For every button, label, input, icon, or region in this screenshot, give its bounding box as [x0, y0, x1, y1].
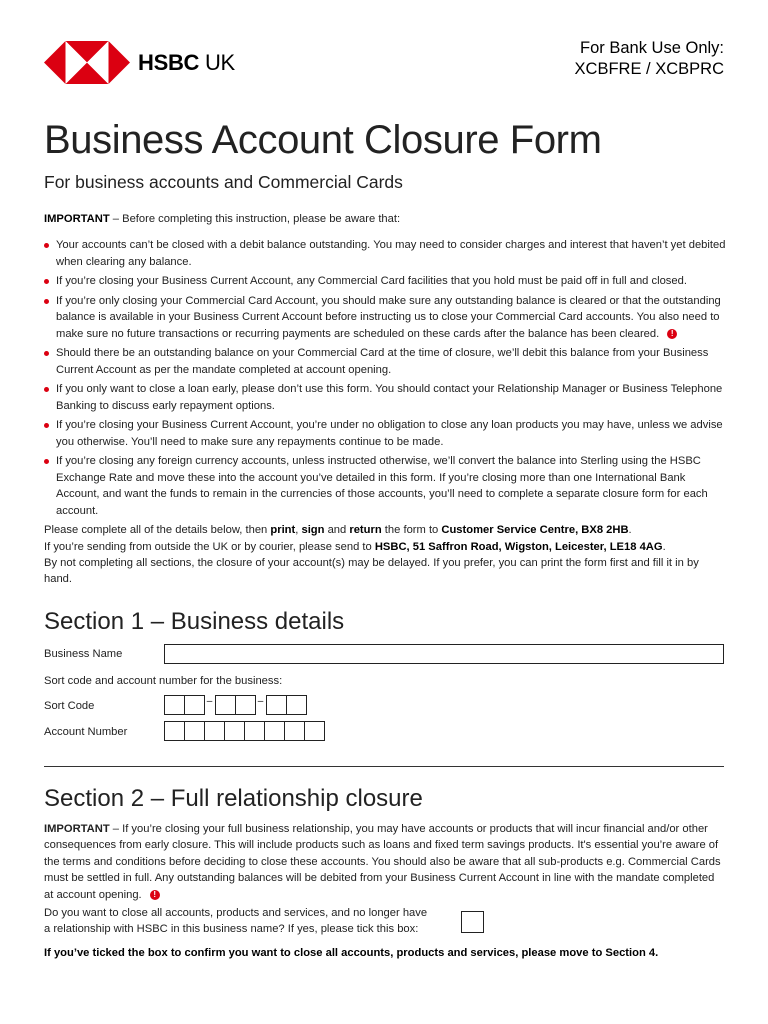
list-item: If you’re closing any foreign currency accounts, unless instructed otherwise, we’ll convert the balance into Sterling using the HSBC Exchange Rate and move these into the account you’ve detailed in this form. If you’re closing more than one International Bank Account, and want the funds to remain in the currencies of those accounts, you’ll need to complete a separate closure form for each account. [44, 453, 726, 519]
courier-instructions: If you’re sending from outside the UK or by courier, please send to HSBC, 51 Saffron Road, Wigston, Leicester, LE18 4AG. [44, 540, 666, 553]
sort-code-digit[interactable] [286, 695, 307, 715]
account-number-digit[interactable] [164, 721, 185, 741]
section-divider [44, 766, 724, 767]
bank-use-label: For Bank Use Only: [580, 39, 724, 57]
sort-code-digit[interactable] [266, 695, 287, 715]
business-name-input[interactable] [164, 644, 724, 664]
hsbc-hexagon-icon [44, 41, 130, 84]
account-number-digit[interactable] [304, 721, 325, 741]
page-title: Business Account Closure Form [44, 118, 602, 162]
list-item: If you only want to close a loan early, please don’t use this form. You should contact your Relationship Manager or Business Telephone Banking to discuss early repayment options. [44, 381, 726, 414]
account-number-digit[interactable] [284, 721, 305, 741]
account-number-digit[interactable] [184, 721, 205, 741]
important-notice [44, 211, 726, 588]
account-number-digit[interactable] [244, 721, 265, 741]
account-number-label: Account Number [44, 726, 128, 738]
section-2-notice: IMPORTANT – If you’re closing your full business relationship, you may have accounts or products that will incur financial and/or other consequences from early closure. This will include products such as loans and fixed term savings products. It's essential you’re aware of the terms and conditions before deciding to close these accounts. You should also be aware that all sub-products e.g. Commercial Cards must be settled in full. Any outstanding balances will be debited from your Business Current Account in line with the mandate completed at account opening. ! [44, 823, 721, 901]
list-item: Should there be an outstanding balance on your Commercial Card at the time of closure, we’ll debit this balance from your Business Current Account as per the mandate completed at account opening. [44, 345, 726, 378]
sort-account-intro: Sort code and account number for the business: [44, 675, 283, 687]
delay-notice: By not completing all sections, the closure of your account(s) may be delayed. If you prefer, you can print the form first and fill it in by hand. [44, 557, 699, 586]
bank-use-codes: XCBFRE / XCBPRC [574, 60, 724, 78]
account-number-input[interactable] [164, 721, 324, 741]
page-subtitle: For business accounts and Commercial Cards [44, 172, 403, 192]
bank-use-only-box [575, 38, 724, 80]
section-2-title: Section 2 – Full relationship closure [44, 785, 423, 812]
sort-code-digit[interactable] [235, 695, 256, 715]
business-name-label: Business Name [44, 648, 123, 660]
sort-code-separator: – [257, 695, 264, 707]
important-lead: IMPORTANT – Before completing this instruction, please be aware that: [44, 213, 401, 225]
list-item: If you’re only closing your Commercial Card Account, you should make sure any outstanding balance is cleared or that the outstanding balance is available in your Business Current Account before instructing us to close your Commercial Card accounts. You also need to make sure no future transactions or recurring payments are scheduled on these cards after the balance has been cleared. ! [44, 293, 726, 342]
section-4-instruction: If you’ve ticked the box to confirm you want to close all accounts, products and services, please move to Section 4. [44, 947, 659, 959]
sort-code-label: Sort Code [44, 700, 95, 712]
full-closure-question: Do you want to close all accounts, products and services, and no longer have a relationship with HSBC in this business name? If yes, please tick this box: [44, 907, 428, 936]
sort-code-input[interactable] [164, 695, 306, 715]
brand-wordmark: HSBC UK [138, 49, 235, 75]
account-number-digit[interactable] [224, 721, 245, 741]
account-number-digit[interactable] [264, 721, 285, 741]
list-item: If you’re closing your Business Current Account, you’re under no obligation to close any loan products you may have, unless we advise you otherwise. You’ll need to make sure any repayments continue to be made. [44, 417, 726, 450]
list-item: Your accounts can’t be closed with a debit balance outstanding. You may need to consider charges and interest that haven’t yet debited when clearing any balance. [44, 237, 726, 270]
completion-instructions: Please complete all of the details below, then print, sign and return the form to Customer Service Centre, BX8 2HB. [44, 524, 632, 537]
warning-icon: ! [667, 329, 677, 339]
sort-code-digit[interactable] [184, 695, 205, 715]
warning-icon: ! [150, 890, 160, 900]
hsbc-logo [44, 41, 235, 84]
sort-code-separator: – [206, 695, 213, 707]
notice-bullet-list [44, 237, 726, 519]
full-closure-checkbox[interactable] [461, 911, 484, 933]
sort-code-digit[interactable] [164, 695, 185, 715]
sort-code-digit[interactable] [215, 695, 236, 715]
section-1-title: Section 1 – Business details [44, 608, 345, 635]
account-number-digit[interactable] [204, 721, 225, 741]
list-item: If you’re closing your Business Current Account, any Commercial Card facilities that you hold must be paid off in full and closed. [44, 273, 726, 289]
